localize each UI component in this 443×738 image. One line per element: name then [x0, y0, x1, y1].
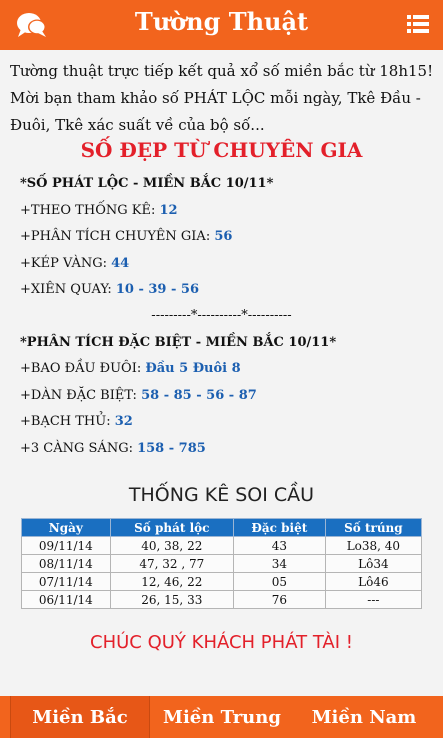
item-value: 10 - 39 - 56 — [115, 282, 200, 297]
table-cell: --- — [325, 591, 421, 609]
tab-mien-bac[interactable]: Miền Bắc — [10, 696, 150, 738]
intro-text: Tường thuật trực tiếp kết quả xổ số miền bắc từ 18h15! Mời bạn tham khảo số PHÁT LỘC mỗi ngày, Tkê Đầu - Đuôi, Tkê xác suất về của bộ số... — [10, 62, 434, 134]
table-row — [22, 537, 422, 555]
item-label: +BAO ĐẦU ĐUÔI: — [20, 361, 146, 376]
section-title: SỐ ĐẸP TỪ CHUYÊN GIA — [80, 138, 363, 162]
block2-item — [20, 361, 241, 376]
table-row — [22, 591, 422, 609]
table-cell: 05 — [233, 573, 325, 591]
table-cell: Lô46 — [325, 573, 421, 591]
block2-item — [20, 414, 133, 429]
item-value: 32 — [114, 414, 133, 429]
stats-title: THỐNG KÊ SOI CẦU — [128, 484, 315, 506]
table-cell: 76 — [233, 591, 325, 609]
block1-item — [20, 282, 199, 297]
item-value: 158 - 785 — [137, 441, 206, 456]
item-value: 12 — [159, 203, 178, 218]
bottom-tab-bar — [0, 696, 443, 738]
closing-message: CHÚC QUÝ KHÁCH PHÁT TÀI ! — [90, 632, 353, 653]
column-header: Số phát lộc — [110, 519, 233, 537]
table-row — [22, 573, 422, 591]
page-title: Tường Thuật — [134, 7, 309, 36]
table-header-row — [22, 519, 422, 537]
item-value: 56 — [214, 229, 233, 244]
menu-list-icon[interactable] — [407, 15, 429, 33]
item-label: +KÉP VÀNG: — [20, 256, 112, 271]
item-label: +DÀN ĐẶC BIỆT: — [20, 388, 142, 403]
block1-item — [20, 229, 232, 244]
item-label: +3 CÀNG SÁNG: — [20, 441, 138, 456]
block1-heading: *SỐ PHÁT LỘC - MIỀN BẮC 10/11* — [20, 176, 274, 191]
table-cell: 06/11/14 — [22, 591, 111, 609]
item-value: 44 — [111, 256, 130, 271]
table-cell: 12, 46, 22 — [110, 573, 233, 591]
table-cell: Lo38, 40 — [325, 537, 421, 555]
block2-item — [20, 441, 206, 456]
table-cell: 26, 15, 33 — [110, 591, 233, 609]
table-cell: 07/11/14 — [22, 573, 111, 591]
block2-item — [20, 388, 257, 403]
table-cell: 09/11/14 — [22, 537, 111, 555]
item-label: +THEO THỐNG KÊ: — [20, 203, 160, 218]
table-row — [22, 555, 422, 573]
column-header: Ngày — [22, 519, 111, 537]
block2-heading: *PHÂN TÍCH ĐẶC BIỆT - MIỀN BẮC 10/11* — [20, 335, 337, 350]
item-value: Đầu 5 Đuôi 8 — [145, 361, 241, 376]
tab-mien-trung[interactable]: Miền Trung — [163, 707, 281, 728]
table-cell: Lô34 — [325, 555, 421, 573]
app-header — [0, 0, 443, 50]
block1-item — [20, 203, 178, 218]
tab-mien-nam[interactable]: Miền Nam — [311, 707, 417, 728]
separator: ---------*----------*---------- — [151, 308, 292, 323]
table-cell: 34 — [233, 555, 325, 573]
stats-table — [21, 518, 422, 609]
item-label: +XIÊN QUAY: — [20, 282, 116, 297]
table-cell: 47, 32 , 77 — [110, 555, 233, 573]
block1-item — [20, 256, 129, 271]
table-cell: 08/11/14 — [22, 555, 111, 573]
table-cell: 43 — [233, 537, 325, 555]
item-value: 58 - 85 - 56 - 87 — [141, 388, 257, 403]
column-header: Đặc biệt — [233, 519, 325, 537]
item-label: +BẠCH THỦ: — [20, 414, 115, 429]
column-header: Số trúng — [325, 519, 421, 537]
item-label: +PHÂN TÍCH CHUYÊN GIA: — [20, 229, 215, 244]
table-cell: 40, 38, 22 — [110, 537, 233, 555]
